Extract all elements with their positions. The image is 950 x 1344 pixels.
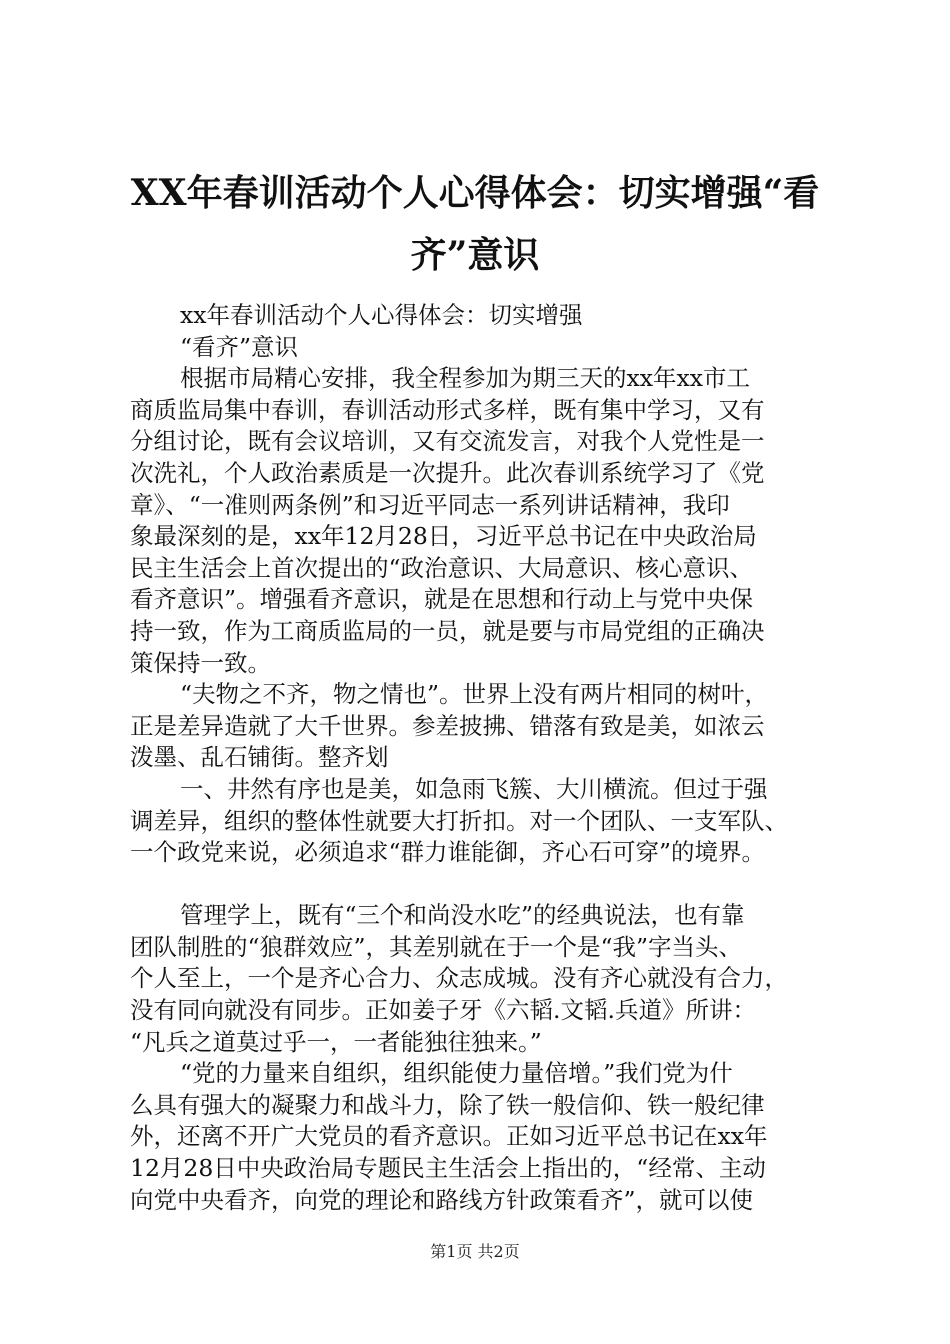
paragraph-line: 分组讨论，既有会议培训，又有交流发言，对我个人党性是一 [130,427,765,456]
paragraph-line: “凡兵之道莫过乎一，一者能独往独来。” [130,1027,542,1056]
subtitle-line: xx年春训活动个人心得体会：切实增强 [180,301,583,329]
paragraph-line: “夫物之不齐，物之情也”。世界上没有两片相同的树叶， [180,680,769,709]
paragraph-line: 12月28日中央政治局专题民主生活会上指出的，“经常、主动 [130,1154,766,1183]
paragraph-line: 象最深刻的是，xx年12月28日，习近平总书记在中央政治局 [130,522,757,551]
paragraph-line: 持一致，作为工商质监局的一员，就是要与市局党组的正确决 [130,616,765,645]
paragraph-line: 个人至上，一个是齐心合力、众志成城。没有齐心就没有合力， [130,964,788,993]
title-line: XX年春训活动个人心得体会：切实增强“看 [130,172,820,214]
blank-line [130,869,830,901]
paragraph-line: 团队制胜的“狼群效应”，其差别就在于一个是“我”字当头、 [130,932,743,961]
paragraph-line: 外，还离不开广大党员的看齐意识。正如习近平总书记在xx年 [130,1122,768,1151]
paragraph-line: 一、井然有序也是美，如急雨飞簇、大川横流。但过于强 [180,774,768,803]
document-body [130,300,830,1216]
paragraph-line: “党的力量来自组织，组织能使力量倍增。”我们党为什 [180,1059,733,1088]
paragraph-line: 章》、“一准则两条例”和习近平同志一系列讲话精神，我印 [130,490,730,519]
page-number: 第1页 共2页 [430,1242,520,1261]
paragraph-line: 次洗礼，个人政治素质是一次提升。此次春训系统学习了《党 [130,458,765,487]
subtitle-line: “看齐”意识 [180,332,299,361]
paragraph-line: 没有同向就没有同步。正如姜子牙《六韬.文韬.兵道》所讲： [130,996,756,1025]
paragraph-line: 正是差异造就了大千世界。参差披拂、错落有致是美，如浓云 [130,711,765,740]
title-line: 齐”意识 [410,234,540,276]
paragraph-line: 商质监局集中春训，春训活动形式多样，既有集中学习，又有 [130,395,765,424]
document-title [100,162,850,286]
paragraph-line: 一个政党来说，必须追求“群力谁能御，齐心石可穿”的境界。 [130,838,766,867]
paragraph-line: 民主生活会上首次提出的“政治意识、大局意识、核心意识、 [130,553,754,582]
paragraph-line: 调差异，组织的整体性就要大打折扣。对一个团队、一支军队、 [130,806,788,835]
paragraph-line: 管理学上，既有“三个和尚没水吃”的经典说法，也有靠 [180,901,745,930]
paragraph-line: 根据市局精心安排，我全程参加为期三天的xx年xx市工 [180,364,751,393]
paragraph-line: 策保持一致。 [130,648,271,677]
page-footer [0,1242,950,1262]
paragraph-line: 向党中央看齐，向党的理论和路线方针政策看齐”，就可以使 [130,1185,754,1214]
paragraph-line: 么具有强大的凝聚力和战斗力，除了铁一般信仰、铁一般纪律 [130,1090,765,1119]
paragraph-line: 泼墨、乱石铺街。整齐划 [130,743,389,772]
paragraph-line: 看齐意识”。增强看齐意识，就是在思想和行动上与党中央保 [130,585,754,614]
